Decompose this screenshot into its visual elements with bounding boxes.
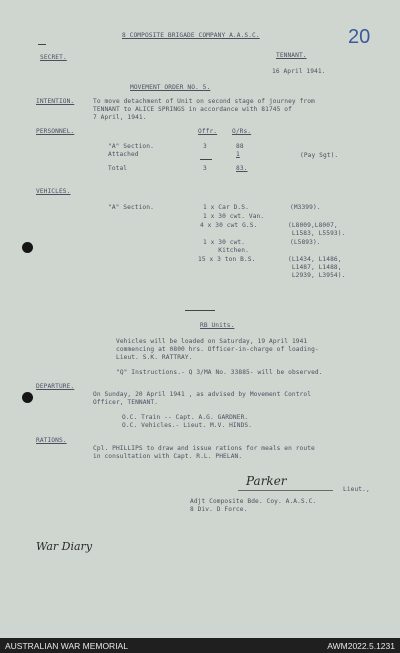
document-heading: 8 COMPOSITE BRIGADE COMPANY A.A.S.C. [122,32,260,39]
footer-bar [0,638,400,653]
personnel-head-offr: Offr. [198,128,218,135]
date: 16 April 1941. [272,68,326,75]
place: TENNANT. [276,52,307,59]
margin-note: War Diary [36,540,93,553]
vehicle-reg: L2939, L3954). [288,272,346,279]
personnel-head-ors: O/Rs. [232,128,252,135]
signature-line [238,490,333,491]
intention-label: INTENTION. [36,98,75,105]
total-rule [200,159,212,160]
vehicle-desc: 4 x 30 cwt G.S. [200,222,258,229]
vehicles-section: "A" Section. [108,204,154,211]
rations-label: RATIONS. [36,437,67,444]
departure-label: DEPARTURE. [36,383,75,390]
personnel-row-ors: 88 [236,143,244,150]
footer-accession: AWM2022.5.1231 [327,641,395,651]
signature: Parker [246,474,287,488]
vehicle-reg: L1583, L5593). [288,230,346,237]
personnel-row-label: Total [108,165,128,172]
footer-source: AUSTRALIAN WAR MEMORIAL [5,641,128,651]
sign-unit: 8 Div. D Force. [190,506,248,513]
secret-label: SECRET. [40,54,67,61]
vehicle-desc: 1 x Car D.S. [203,204,249,211]
vehicle-desc: Kitchen. [203,247,249,254]
departure-line-1: On Sunday, 20 April 1941 , as advised by Movement Control [93,391,312,398]
oc-vehicles: O.C. Vehicles.- Lieut. M.V. HINDS. [122,422,253,429]
personnel-row-offr: 3 [203,165,207,172]
loading-line-2: commencing at 0800 hrs. Officer-in-charge of loading- [116,346,319,353]
loading-line-3: Lieut. S.K. RATTRAY. [116,354,193,361]
personnel-row-label: Attached [108,151,139,158]
intention-line-2: TENNANT to ALICE SPRINGS in accordance with 81745 of [93,106,292,113]
page-number: 20 [348,26,371,48]
departure-line-2: Officer, TENNANT. [93,399,159,406]
rb-units-heading: RB Units. [200,322,235,329]
intention-line-3: 7 April, 1941. [93,114,147,121]
vehicle-reg: (L8009,L8007, [288,222,338,229]
intention-line-1: To move detachment of Unit on second stage of journey from [93,98,315,105]
personnel-row-label: "A" Section. [108,143,154,150]
personnel-row-ors: 1 [236,151,240,158]
vehicle-reg: (L1434, L1486, [288,256,342,263]
punch-hole [22,392,33,403]
personnel-row-ors: 83. [236,165,248,172]
vehicles-label: VEHICLES. [36,188,71,195]
sign-rank: Lieut., [343,486,370,493]
personnel-row-note: (Pay Sgt). [300,152,339,159]
vehicle-reg: (M3399). [290,204,321,211]
vehicle-desc: 1 x 30 cwt. [203,239,246,246]
order-title: MOVEMENT ORDER NO. 5. [130,84,211,91]
oc-train: O.C. Train -- Capt. A.G. GARDNER. [122,414,249,421]
margin-dash [38,44,46,45]
personnel-label: PERSONNEL. [36,128,75,135]
personnel-row-offr: 3 [203,143,207,150]
loading-line-1: Vehicles will be loaded on Saturday, 19 April 1941 [116,338,308,345]
vehicle-desc: 1 x 30 cwt. Van. [203,213,265,220]
q-instructions: "Q" Instructions.- Q 3/MA No. 33885- will be observed. [116,369,323,376]
vehicle-reg: (L5893). [290,239,321,246]
rations-line-2: in consultation with Capt. R.L. PHELAN. [93,453,243,460]
punch-hole [22,242,33,253]
vehicle-desc: 15 x 3 ton B.S. [198,256,256,263]
section-dash [185,310,215,311]
vehicle-reg: L1487, L1488, [288,264,342,271]
rations-line-1: Cpl. PHILLIPS to draw and issue rations for meals en route [93,445,315,452]
sign-title: Adjt Composite Bde. Coy. A.A.S.C. [190,498,317,505]
